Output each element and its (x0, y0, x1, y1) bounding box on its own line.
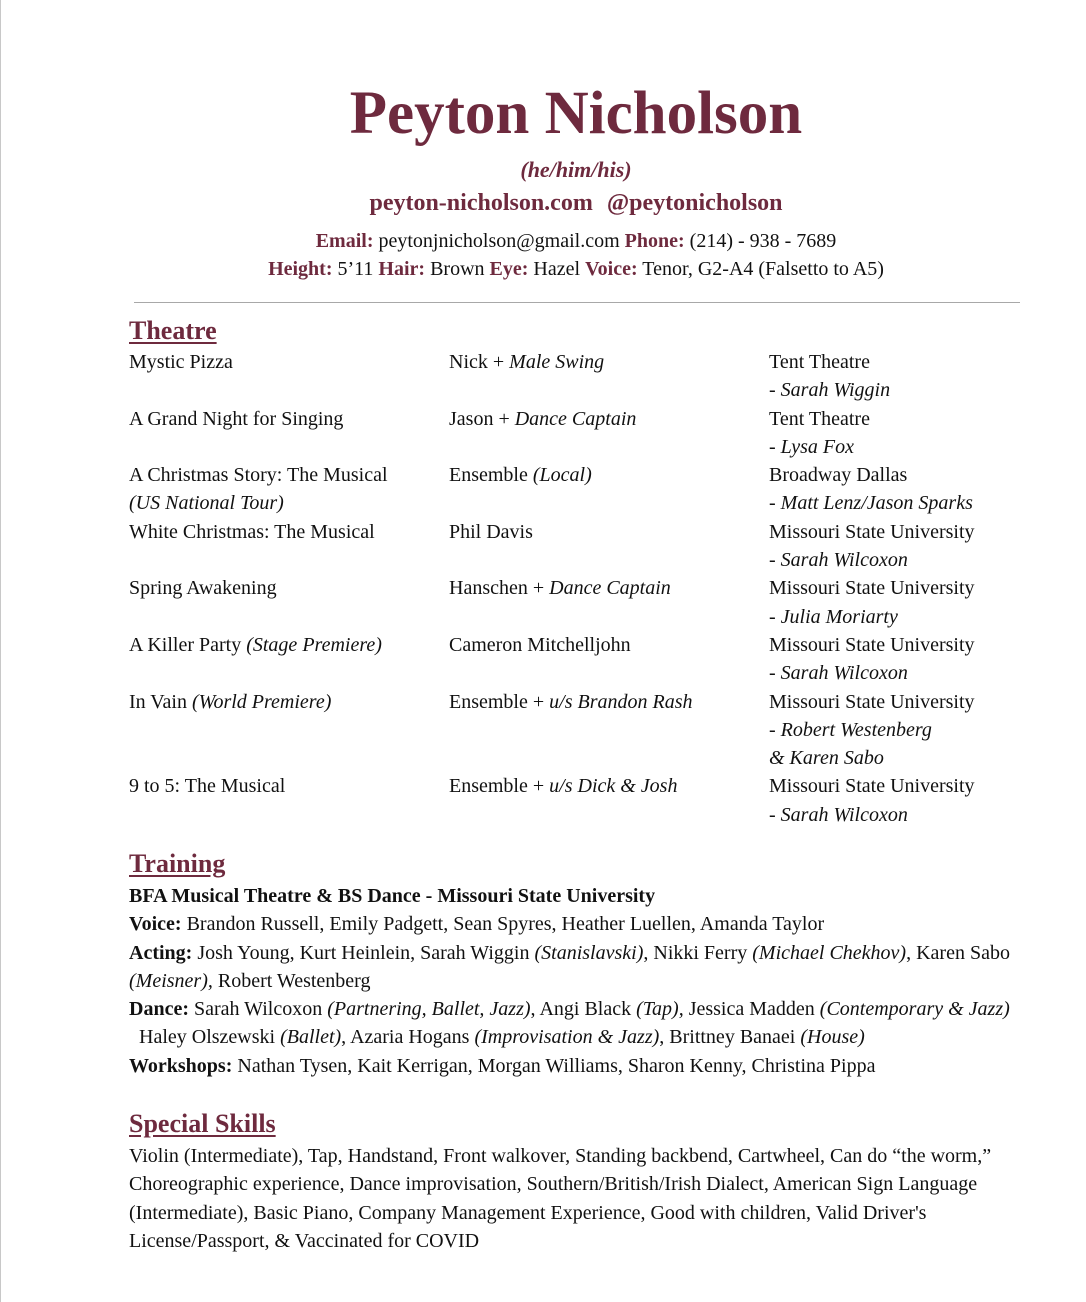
theatre-section-title: Theatre (129, 316, 217, 345)
workshops-teachers: Nathan Tysen, Kait Kerrigan, Morgan Williams, Sharon Kenny, Christina Pippa (237, 1054, 876, 1077)
credit-row (129, 631, 1029, 688)
role-note: (Local) (532, 464, 592, 487)
training-section-title: Training (129, 849, 226, 878)
dance-teacher-1: Sarah Wilcoxon (193, 998, 328, 1021)
voice-training-teachers: Brandon Russell, Emily Padgett, Sean Spyres, Heather Luellen, Amanda Taylor (186, 913, 825, 936)
hair-label: Hair: (378, 258, 426, 280)
credit-row (129, 405, 1029, 462)
venue-name: Missouri State University (769, 633, 975, 656)
director-name: - Sarah Wilcoxon (769, 662, 908, 685)
height-label: Height: (268, 258, 333, 280)
degree-line: BFA Musical Theatre & BS Dance - Missouri State University (129, 885, 656, 907)
performer-name: Peyton Nicholson (349, 80, 803, 147)
director-name: - Sarah Wiggin (769, 379, 891, 402)
director-name: - Robert Westenberg (769, 718, 932, 741)
contact-line (0, 227, 1086, 255)
role-note: Dance Captain (549, 577, 671, 600)
credit-show (129, 772, 449, 829)
acting-teachers-1: Josh Young, Kurt Heinlein, Sarah Wiggin (197, 941, 535, 964)
dance-style-4: (Ballet) (280, 1026, 342, 1049)
credit-venue (769, 631, 1029, 688)
dance-training (129, 995, 1029, 1052)
director-name: - Julia Moriarty (769, 605, 898, 628)
eye-label: Eye: (489, 258, 529, 280)
credit-row (129, 518, 1029, 575)
social-handle[interactable]: @peytonicholson (606, 190, 783, 216)
show-note-line2: (US National Tour) (129, 492, 284, 515)
show-title: White Christmas: The Musical (129, 520, 375, 543)
skills-section-title: Special Skills (129, 1109, 276, 1138)
show-title: In Vain (129, 690, 192, 713)
voice-label: Voice: (585, 258, 638, 280)
credit-role (449, 461, 769, 518)
hair-value: Brown (430, 258, 485, 280)
credit-show (129, 405, 449, 462)
acting-teachers-2: , Nikki Ferry (643, 941, 753, 964)
credit-show (129, 631, 449, 688)
credit-role (449, 574, 769, 631)
phone-value: (214) - 938 - 7689 (689, 230, 837, 252)
show-title: A Killer Party (129, 633, 247, 656)
dance-style-3: (Contemporary & Jazz) (819, 998, 1010, 1021)
credit-role (449, 348, 769, 405)
eye-value: Hazel (533, 258, 581, 280)
credit-role (449, 405, 769, 462)
role-note: Dance Captain (514, 407, 637, 430)
voice-training-label: Voice: (129, 913, 182, 936)
credit-row (129, 348, 1029, 405)
theatre-credits (129, 348, 1029, 829)
dance-teacher-2: , Angi Black (530, 998, 637, 1021)
director-name-line2: & Karen Sabo (769, 747, 884, 770)
venue-name: Missouri State University (769, 577, 975, 600)
role-name: Nick + (449, 351, 510, 373)
website-link[interactable]: peyton-nicholson.com (369, 190, 593, 216)
venue-name: Tent Theatre (769, 407, 870, 430)
special-skills-text: Violin (Intermediate), Tap, Handstand, Front walkover, Standing backbend, Cartwheel, Can do “the worm,” Choreographic experience, Dance improvisation, Southern/British/Irish Dialect, American Sign Language (Intermediate), Basic Piano, Company Management Experience, Good with children, Valid Driver's License/Passport, & Vaccinated for COVID (129, 1145, 992, 1252)
credit-show (129, 348, 449, 405)
acting-training-label: Acting: (129, 941, 193, 964)
acting-teachers-4: Robert Westenberg (212, 969, 371, 992)
dance-teacher-4: Haley Olszewski (129, 1026, 281, 1049)
credit-venue (769, 518, 1029, 575)
height-value: 5’11 (337, 258, 374, 280)
credit-role (449, 631, 769, 688)
show-note: (Stage Premiere) (246, 633, 382, 656)
credit-role (449, 688, 769, 773)
credit-venue (769, 574, 1029, 631)
credit-row (129, 688, 1029, 773)
show-title: 9 to 5: The Musical (129, 775, 286, 798)
show-title: A Christmas Story: The Musical (129, 464, 388, 487)
links-line (0, 187, 1086, 219)
workshops-training (129, 1052, 1029, 1080)
credit-venue (769, 405, 1029, 462)
phone-label: Phone: (624, 230, 685, 252)
voice-training (129, 910, 1029, 938)
workshops-label: Workshops: (129, 1054, 233, 1077)
role-note: Male Swing (509, 351, 605, 373)
venue-name: Missouri State University (769, 520, 975, 543)
resume-header (0, 78, 1086, 283)
role-name: Cameron Mitchelljohn (449, 633, 631, 656)
credit-row (129, 461, 1029, 518)
header-divider (134, 302, 1020, 303)
show-note: (World Premiere) (191, 690, 332, 713)
role-name: Ensemble (449, 464, 533, 487)
dance-teacher-3: Jessica Madden (683, 998, 820, 1021)
show-title: Spring Awakening (129, 577, 277, 600)
credit-venue (769, 688, 1029, 773)
show-title: Mystic Pizza (129, 351, 233, 373)
dance-teacher-6: , Brittney Banaei (659, 1026, 801, 1049)
role-name: Phil Davis (449, 520, 533, 543)
credit-role (449, 772, 769, 829)
venue-name: Missouri State University (769, 690, 975, 713)
email-value[interactable]: peytonjnicholson@gmail.com (378, 230, 620, 252)
credit-show (129, 574, 449, 631)
role-name: Jason + (449, 407, 515, 430)
credit-venue (769, 348, 1029, 405)
role-name: Ensemble + (449, 775, 550, 798)
director-name: - Lysa Fox (769, 435, 854, 458)
role-name: Ensemble + (449, 690, 550, 713)
role-note: u/s Dick & Josh (549, 775, 678, 798)
credit-venue (769, 461, 1029, 518)
credit-row (129, 772, 1029, 829)
dance-style-6: (House) (800, 1026, 865, 1049)
director-name: - Sarah Wilcoxon (769, 549, 908, 572)
training-block (129, 882, 1029, 1080)
credit-venue (769, 772, 1029, 829)
dance-training-label: Dance: (129, 998, 189, 1021)
dance-style-1: (Partnering, Ballet, Jazz) (327, 998, 531, 1021)
venue-name: Broadway Dallas (769, 464, 908, 487)
credit-show (129, 518, 449, 575)
email-label: Email: (315, 230, 374, 252)
credit-role (449, 518, 769, 575)
dance-style-5: (Improvisation & Jazz) (474, 1026, 660, 1049)
venue-name: Tent Theatre (769, 351, 870, 373)
credit-show (129, 688, 449, 773)
director-name: - Matt Lenz/Jason Sparks (769, 492, 973, 515)
dance-teacher-5: , Azaria Hogans (341, 1026, 475, 1049)
acting-method-2: (Michael Chekhov) (752, 941, 907, 964)
venue-name: Missouri State University (769, 775, 975, 798)
show-title: A Grand Night for Singing (129, 407, 344, 430)
stats-line (0, 255, 1086, 283)
acting-teachers-3: , Karen Sabo (906, 941, 1010, 964)
acting-method-3: (Meisner), (129, 969, 213, 992)
credit-show (129, 461, 449, 518)
pronouns: (he/him/his) (520, 157, 632, 182)
credit-row (129, 574, 1029, 631)
dance-style-2: (Tap), (636, 998, 684, 1021)
acting-training (129, 939, 1029, 996)
director-name: - Sarah Wilcoxon (769, 803, 908, 826)
voice-value: Tenor, G2-A4 (Falsetto to A5) (642, 258, 884, 280)
role-name: Hanschen + (449, 577, 550, 600)
role-note: u/s Brandon Rash (549, 690, 693, 713)
acting-method-1: (Stanislavski) (534, 941, 644, 964)
